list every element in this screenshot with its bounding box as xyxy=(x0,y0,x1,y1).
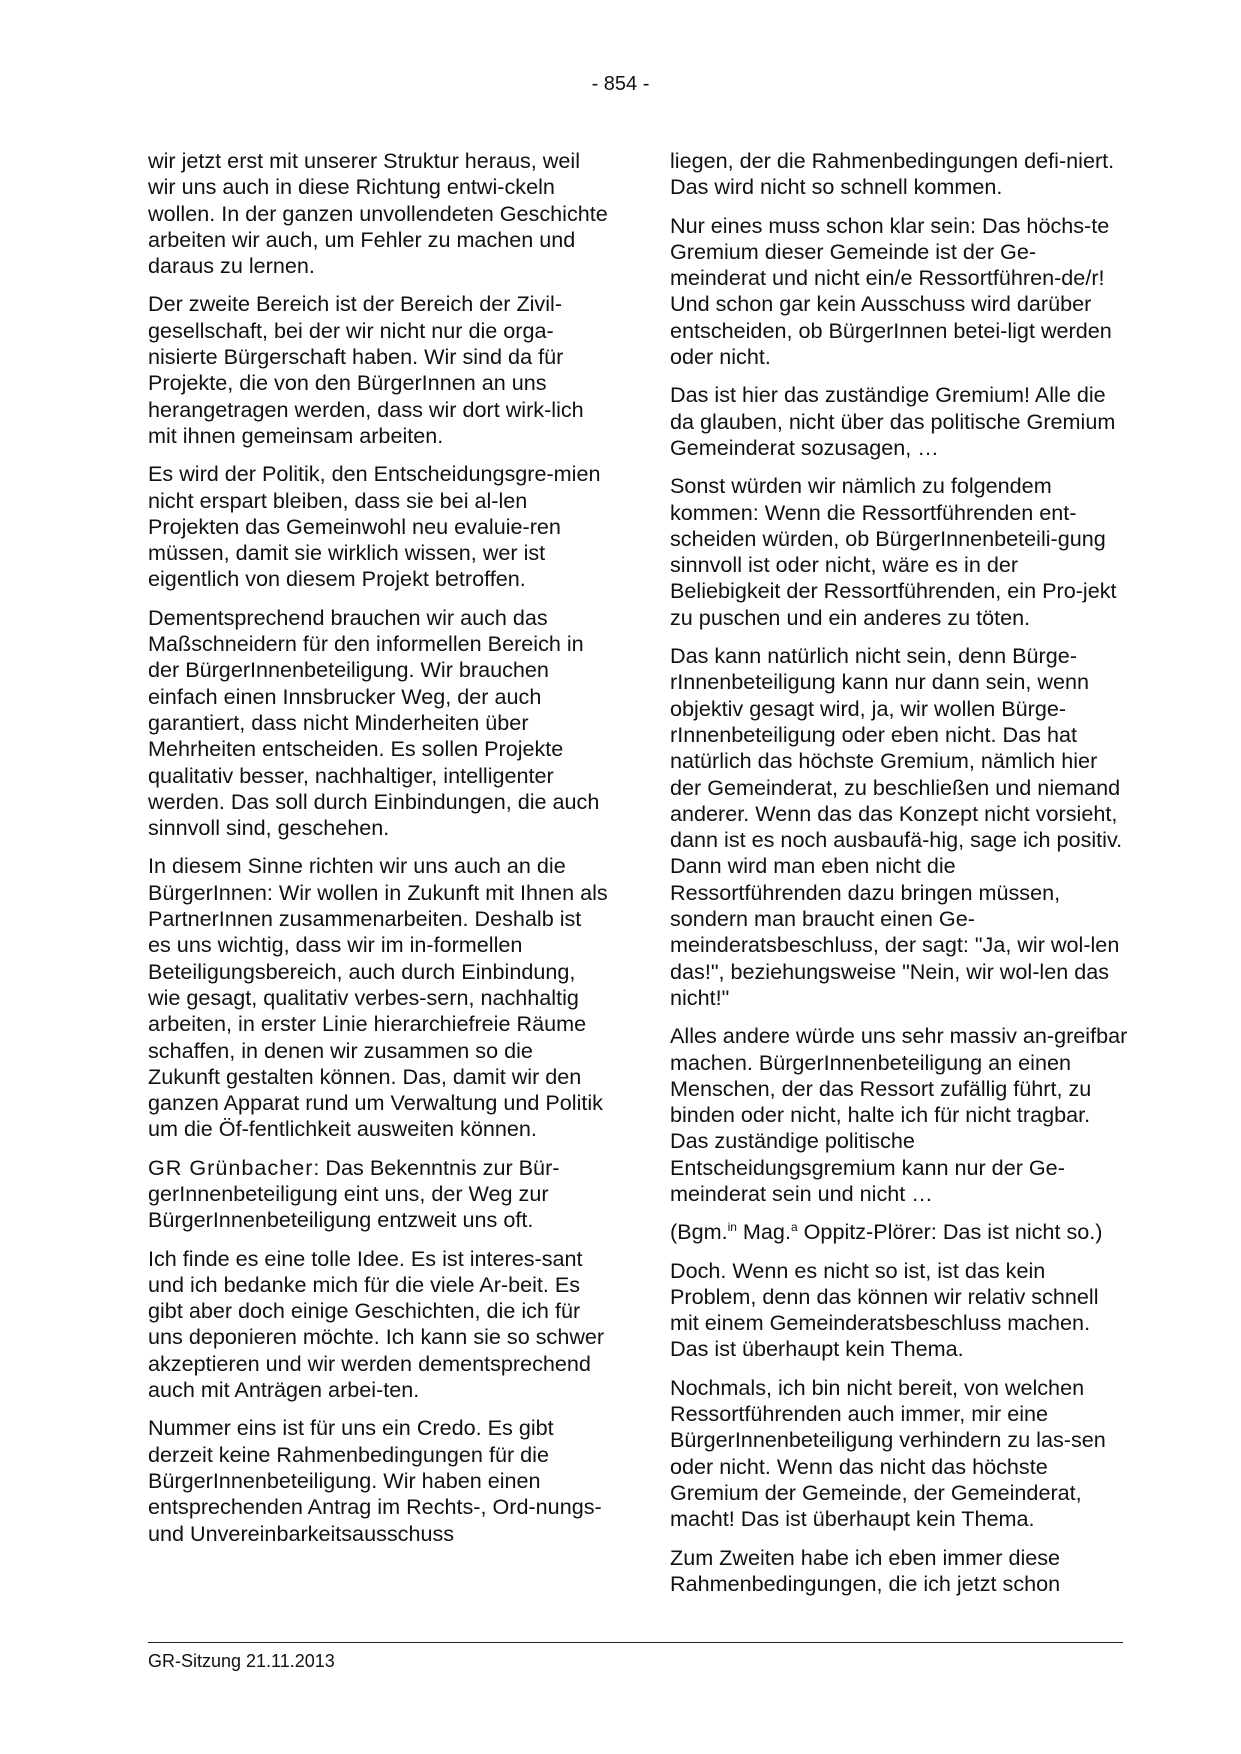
left-paragraph-3: Es wird der Politik, den Entscheidungsgre-mien nicht erspart bleiben, dass sie bei al-len Projekten das Gemeinwohl neu evaluie-ren müssen, damit sie wirklich wissen, wer ist eigentlich von diesem Projekt betroffen. xyxy=(148,461,601,592)
left-paragraph-2: Der zweite Bereich ist der Bereich der Zivil-gesellschaft, bei der wir nicht nur die orga-nisierte Bürgerschaft haben. Wir sind da für Projekte, die von den BürgerInnen an uns herangetragen werden, dass wir dort wirk-lich mit ihnen gemeinsam arbeiten. xyxy=(148,291,584,448)
right-paragraph-4: Sonst würden wir nämlich zu folgendem kommen: Wenn die Ressortführenden ent-scheiden würden, ob BürgerInnenbeteili-gung sinnvoll ist oder nicht, wäre es in der Beliebigkeit der Ressortführenden, ein Pro-jekt zu puschen und ein anderes zu töten. xyxy=(670,473,1117,630)
right-paragraph-2: Nur eines muss schon klar sein: Das höchs-te Gremium dieser Gemeinde ist der Ge-meinderat und nicht ein/e Ressortführen-de/r! Und schon gar kein Ausschuss wird darüber entscheiden, ob BürgerInnen betei-ligt werden oder nicht. xyxy=(670,212,1112,370)
right-paragraph-7-interjection xyxy=(670,1219,1130,1245)
interjection-part-1: (Bgm. xyxy=(670,1219,728,1245)
left-paragraph-1: wir jetzt erst mit unserer Struktur heraus, weil wir uns auch in diese Richtung entwi-ckeln wollen. In der ganzen unvollendeten Geschichte arbeiten wir auch, um Fehler zu machen und daraus zu lernen. xyxy=(148,148,608,279)
left-paragraph-6 xyxy=(148,1155,608,1234)
right-paragraph-5: Das kann natürlich nicht sein, denn Bürge-rInnenbeteiligung kann nur dann sein, wenn objektiv gesagt wird, ja, wir wollen Bürge-rInnenbeteiligung oder eben nicht. Das hat natürlich das höchste Gremium, nämlich hier der Gemeinderat, zu beschließen und niemand anderer. Wenn das das Konzept nicht vorsieht, dann ist es noch ausbaufä-hig, sage ich positiv. Dann wird man eben nicht die Ressortführenden dazu bringen müssen, sondern man braucht einen Ge-meinderatsbeschluss, der sagt: "Ja, wir wol-len das!", beziehungsweise "Nein, wir wol-len das nicht!" xyxy=(670,643,1123,1010)
interjection-part-2: Mag. xyxy=(736,1219,791,1245)
left-paragraph-7: Ich finde es eine tolle Idee. Es ist interes-sant und ich bedanke mich für die viele Ar-beit. Es gibt aber doch einige Geschichten, die ich für uns deponieren möchte. Ich kann sie so schwer akzeptieren und wir werden dementsprechend auch mit Anträgen arbei-ten. xyxy=(148,1245,605,1403)
footer-session-date: GR-Sitzung 21.11.2013 xyxy=(148,1651,335,1671)
right-paragraph-1: liegen, der die Rahmenbedingungen defi-niert. Das wird nicht so schnell kommen. xyxy=(670,148,1115,200)
speaker-name: GR Grünbacher xyxy=(148,1154,314,1180)
right-paragraph-6: Alles andere würde uns sehr massiv an-greifbar machen. BürgerInnenbeteiligung an einen Menschen, der das Ressort zufällig führt, zu binden oder nicht, halte ich für nicht tragbar. Das zuständige politische Entscheidungsgremium kann nur der Ge-meinderat sein und nicht … xyxy=(670,1023,1128,1206)
interjection-sup-1: in xyxy=(727,1220,737,1235)
interjection-sup-2: a xyxy=(790,1220,798,1235)
left-column xyxy=(148,148,608,1559)
right-paragraph-3: Das ist hier das zuständige Gremium! Alle die da glauben, nicht über das politische Gremium Gemeinderat sozusagen, … xyxy=(670,382,1116,460)
right-column xyxy=(670,148,1130,1609)
footer-divider xyxy=(148,1642,1123,1643)
page-number: - 854 - xyxy=(591,73,650,95)
right-paragraph-9: Nochmals, ich bin nicht bereit, von welchen Ressortführenden auch immer, mir eine BürgerInnenbeteiligung verhindern zu las-sen oder nicht. Wenn das nicht das höchste Gremium der Gemeinde, der Gemeinderat, macht! Das ist überhaupt kein Thema. xyxy=(670,1374,1106,1532)
left-paragraph-8: Nummer eins ist für uns ein Credo. Es gibt derzeit keine Rahmenbedingungen für die BürgerInnenbeteiligung. Wir haben einen entsprechenden Antrag im Rechts-, Ord-nungs- und Unvereinbarkeitsausschuss xyxy=(148,1415,602,1546)
left-paragraph-5: In diesem Sinne richten wir uns auch an die BürgerInnen: Wir wollen in Zukunft mit Ihnen als PartnerInnen zusammenarbeiten. Deshalb ist es uns wichtig, dass wir im in-formellen Beteiligungsbereich, auch durch Einbindung, wie gesagt, qualitativ verbes-sern, nachhaltig arbeiten, in erster Linie hierarchiefreie Räume schaffen, in denen wir zusammen so die Zukunft gestalten können. Das, damit wir den ganzen Apparat rund um Verwaltung und Politik um die Öf-fentlichkeit ausweiten können. xyxy=(148,853,608,1142)
interjection-part-3: Oppitz-Plörer: Das ist nicht so.) xyxy=(797,1219,1103,1245)
right-paragraph-10: Zum Zweiten habe ich eben immer diese Rahmenbedingungen, die ich jetzt schon xyxy=(670,1544,1061,1596)
left-paragraph-4: Dementsprechend brauchen wir auch das Maßschneidern für den informellen Bereich in der BürgerInnenbeteiligung. Wir brauchen einfach einen Innsbrucker Weg, der auch garantiert, dass nicht Minderheiten über Mehrheiten entscheiden. Es sollen Projekte qualitativ besser, nachhaltiger, intelligenter werden. Das soll durch Einbindungen, die auch sinnvoll sind, geschehen. xyxy=(148,604,600,841)
right-paragraph-8: Doch. Wenn es nicht so ist, ist das kein Problem, denn das können wir relativ schnell mit einem Gemeinderatsbeschluss machen. Das ist überhaupt kein Thema. xyxy=(670,1257,1099,1362)
speaker-statement: : Das Bekenntnis zur Bür-gerInnenbeteiligung eint uns, der Weg zur BürgerInnenbeteiligung entzweit uns oft. xyxy=(148,1154,560,1233)
